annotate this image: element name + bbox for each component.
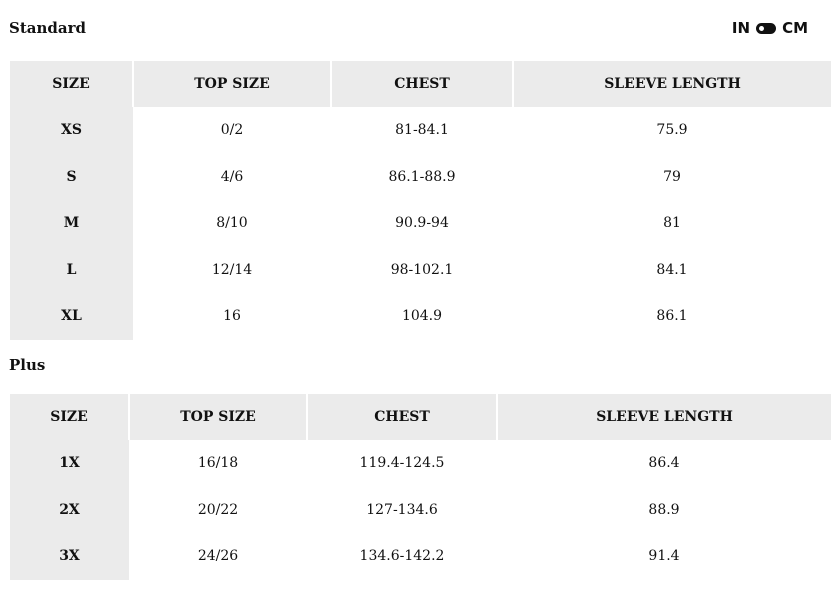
header-sleeve-length: SLEEVE LENGTH: [513, 61, 831, 107]
header-size: SIZE: [10, 394, 129, 440]
header-chest: CHEST: [331, 61, 513, 107]
chest-cell: 86.1-88.9: [388, 168, 456, 185]
size-cell: XL: [10, 293, 133, 340]
sleeve-length-cell: 86.4: [648, 455, 680, 472]
top-size-cell: 8/10: [216, 215, 248, 232]
header-top-size: TOP SIZE: [133, 61, 331, 107]
size-cell: 1X: [10, 440, 129, 487]
plus-size-table: [10, 394, 831, 580]
table-row: [10, 247, 831, 294]
table-row: [10, 293, 831, 340]
header-sleeve-length: SLEEVE LENGTH: [497, 394, 831, 440]
size-cell: 3X: [10, 533, 129, 580]
table-row: [10, 154, 831, 201]
table-row: [10, 200, 831, 247]
plus-section-title: Plus: [9, 356, 46, 374]
table-row: [10, 107, 831, 154]
sleeve-length-cell: 81: [663, 215, 681, 232]
top-size-cell: 0/2: [220, 122, 244, 139]
header-size: SIZE: [10, 61, 133, 107]
table-row: [10, 440, 831, 487]
table-header-row: [10, 61, 831, 107]
chest-cell: 90.9-94: [395, 215, 449, 232]
sleeve-length-cell: 79: [663, 168, 681, 185]
sleeve-length-cell: 88.9: [648, 501, 680, 518]
table-row: [10, 533, 831, 580]
chest-cell: 81-84.1: [395, 122, 449, 139]
sleeve-length-cell: 91.4: [648, 548, 680, 565]
top-size-cell: 24/26: [197, 548, 239, 565]
size-cell: 2X: [10, 487, 129, 534]
top-size-cell: 16: [223, 308, 241, 325]
size-cell: M: [10, 200, 133, 247]
top-size-cell: 16/18: [197, 455, 239, 472]
toggle-switch-icon[interactable]: [756, 23, 776, 34]
chest-cell: 134.6-142.2: [359, 548, 445, 565]
header-top-size: TOP SIZE: [129, 394, 307, 440]
table-row: [10, 487, 831, 534]
unit-toggle[interactable]: [732, 19, 808, 37]
sleeve-length-cell: 84.1: [656, 261, 688, 278]
standard-section-title: Standard: [9, 19, 86, 37]
top-size-cell: 20/22: [197, 501, 239, 518]
unit-cm-label[interactable]: CM: [782, 19, 808, 37]
chest-cell: 104.9: [401, 308, 443, 325]
chest-cell: 127-134.6: [366, 501, 438, 518]
sleeve-length-cell: 86.1: [656, 308, 688, 325]
top-size-cell: 4/6: [220, 168, 244, 185]
standard-size-table: [10, 61, 831, 340]
chest-cell: 119.4-124.5: [359, 455, 445, 472]
chest-cell: 98-102.1: [390, 261, 454, 278]
sleeve-length-cell: 75.9: [656, 122, 688, 139]
size-cell: S: [10, 154, 133, 201]
size-cell: XS: [10, 107, 133, 154]
top-size-cell: 12/14: [211, 261, 253, 278]
table-header-row: [10, 394, 831, 440]
size-cell: L: [10, 247, 133, 294]
header-chest: CHEST: [307, 394, 497, 440]
unit-in-label[interactable]: IN: [731, 19, 751, 37]
